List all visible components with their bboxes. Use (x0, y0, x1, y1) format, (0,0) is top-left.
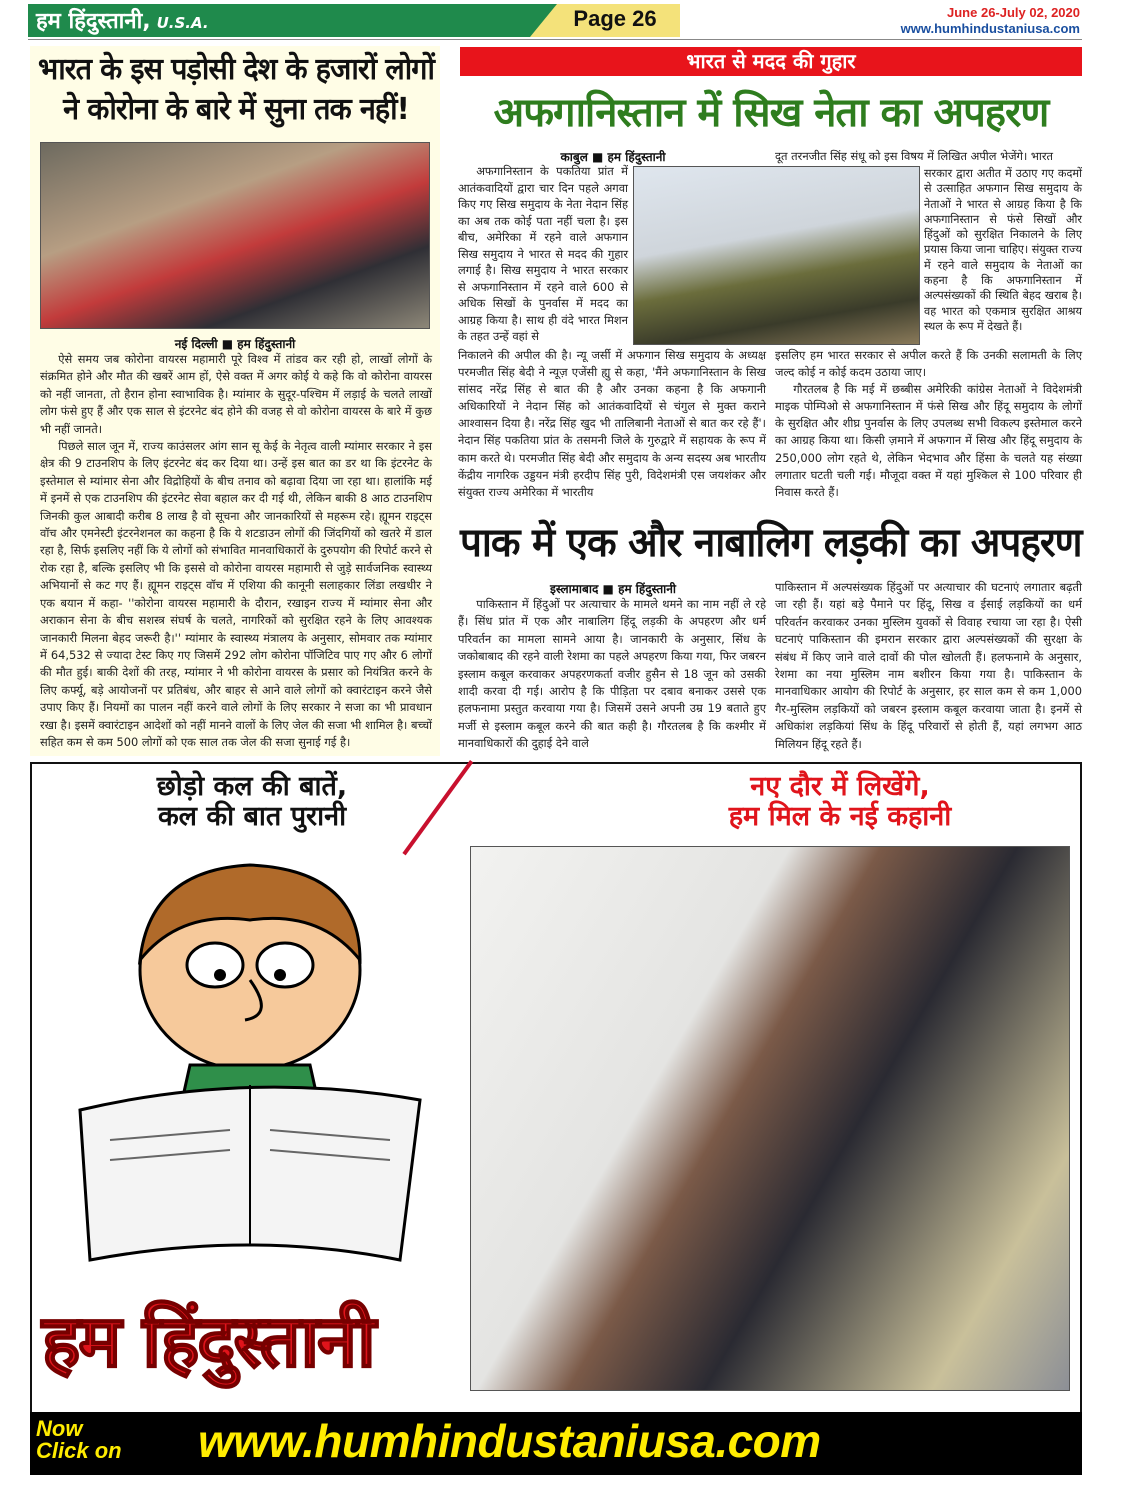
afghan-col1-bottom (458, 347, 766, 501)
pak-col1 (458, 596, 766, 753)
ad-slogan-right (620, 772, 1060, 832)
left-article-headline: भारत के इस पड़ोसी देश के हजारों लोगों ने कोरोना के बारे में सुना तक नहीं! (38, 52, 434, 127)
slogan-line: हम मिल के नई कहानी (728, 801, 952, 832)
paragraph: दूत तरनजीत सिंह संधू को इस विषय में लिखित अपील भेजेंगे। भारत (775, 149, 1053, 163)
slogan-line: छोड़ो कल की बातें, (156, 771, 348, 802)
issue-date: June 26-July 02, 2020 (947, 5, 1080, 20)
afghan-col2-topline (775, 148, 1082, 165)
paragraph: निकालने की अपील की है। न्यू जर्सी में अफगान सिख समुदाय के अध्यक्ष परमजीत सिंह बेदी ने न्यूज़ एजेंसी ह्यु से कहा, 'मैंने अफगानिस्तान के सिख सांसद नरेंद्र सिंह से बात की है और उनका कहना है कि अफगानी अधिकारियों ने नेदान सिंह को आतंकवादियों से चंगुल से मुक्त कराने आश्वासन दिया है। नरेंद्र सिंह खुद भी तालिबानी नेताओं से बात कर रहे हैं'। नेदान सिंह पकतिया प्रांत के तसमनी जिले के गुरुद्वारे में सहायक के रूप में काम करते थे। परमजीत सिंह बेदी और समुदाय के अन्य सदस्य अब भारतीय केंद्रीय नागरिक उड्डयन मंत्री हरदीप सिंह पुरी, विदेशमंत्री एस जयशंकर और संयुक्त राज्य अमेरिका में भारतीय (458, 348, 766, 499)
couple-reading-photo (470, 846, 1070, 1391)
newspaper-title (36, 5, 209, 35)
left-article-body (40, 351, 432, 751)
afghan-col2-side (924, 166, 1082, 334)
paragraph: गौरतलब है कि मई में छब्बीस अमेरिकी कांग्रेस नेताओं ने विदेशमंत्री माइक पोम्पिओ से अफगानिस्तान में फंसे सिख और हिंदू समुदाय के लोगों के सुरक्षित और शीघ्र पुनर्वास के लिए उपलब्ध सभी विकल्प इस्तेमाल करने का आग्रह किया था। किसी ज़माने में अफगान में सिख और हिंदू समुदाय के 250,000 लोग रहते थे, लेकिन भेदभाव और हिंसा के चलते यह संख्या लगातार घटती चली गई। मौजूदा वक्त में यहां मुश्किल से 100 परिवार ही निवास करते हैं। (775, 382, 1082, 499)
now-click-on-label (36, 1418, 122, 1462)
left-article-headline-box (38, 50, 434, 138)
kicker-banner: भारत से मदद की गुहार (460, 47, 1082, 76)
left-article-dateline: नई दिल्ली ■ हम हिंदुस्तानी (174, 337, 296, 351)
afghan-col1-top (458, 163, 628, 345)
paragraph: ऐसे समय जब कोरोना वायरस महामारी पूरे विश्व में तांडव कर रही हो, लाखों लोगों के संक्रमित होने और मौत की खबरें आम हों, ऐसे वक्त में अगर कोई ये कहे कि वो कोरोना वायरस को नहीं जानता, तो हैरान होना स्वाभाविक है। म्यांमार के सुदूर-पश्चिम में लड़ाई के चलते लाखों लोग फंसे हुए हैं और एक साल से इंटरनेट बंद होने की वजह से वो कोरोना वायरस के बारे में कुछ भी नहीं जानते। (40, 352, 432, 436)
ad-slogan-left (62, 772, 442, 832)
slogan-line: कल की बात पुरानी (157, 801, 347, 832)
paragraph: सरकार द्वारा अतीत में उठाए गए कदमों से उत्साहित अफगान सिख समुदाय के नेताओं ने भारत से आग्रह किया है कि अफगानिस्तान से फंसे सिखों और हिंदुओं को सुरक्षित निकालने के लिए प्रयास किया जाना चाहिए। संयुक्त राज्य में रहने वाले समुदाय के नेताओं का कहना है कि अफगानिस्तान में अल्पसंख्यकों की स्थिति बेहद खराब है। वह भारत को एकमात्र सुरक्षित आश्रय स्थल के रूप में देखते हैं। (924, 166, 1082, 333)
click-on-text: Click on (36, 1438, 122, 1463)
pak-article-dateline: इस्लामाबाद ■ हम हिंदुस्तानी (549, 582, 677, 596)
paragraph: इसलिए हम भारत सरकार से अपील करते हैं कि उनकी सलामती के लिए जल्द कोई न कोई कदम उठाया जाए। (775, 348, 1082, 380)
page-number: Page 26 (573, 6, 657, 31)
masked-people-photo (40, 142, 430, 329)
website-link[interactable]: www.humhindustaniusa.com (900, 21, 1080, 36)
paragraph: पाकिस्तान में अल्पसंख्यक हिंदुओं पर अत्याचार की घटनाएं लगातार बढ़ती जा रही हैं। यहां बड़े पैमाने पर हिंदू, सिख व ईसाई लड़कियों का धर्म परिवर्तन करवाकर उनका मुस्लिम युवकों से विवाह रचाया जा रहा है। ऐसी घटनाएं पाकिस्तान की इमरान सरकार द्वारा अल्पसंख्यकों की सुरक्षा के संबंध में किए जाने वाले दावों की पोल खोलती हैं। हलफनामे के अनुसार, रेशमा का नया मुस्लिम नाम बशीरन किया गया है। पाकिस्तान के मानवाधिकार आयोग की रिपोर्ट के अनुसार, हर साल कम से कम 1,000 गैर-मुस्लिम लड़कियों को जबरन इस्लाम कबूल करवाया जाता है। इनमें से अधिकांश लड़कियां सिंध के हिंदू परिवारों से होती हैं, यहां लगभग आठ मिलियन हिंदू रहते हैं। (775, 580, 1082, 751)
armed-men-photo (633, 166, 920, 345)
title-text: हम हिंदुस्तानी, (36, 9, 151, 34)
header-divider (28, 39, 1082, 40)
now-text: Now (36, 1416, 83, 1441)
paragraph: पाकिस्तान में हिंदुओं पर अत्याचार के मामले थमने का नाम नहीं ले रहे हैं। सिंध प्रांत में एक और नाबालिग हिंदू लड़की के अपहरण और धर्म परिवर्तन का मामला सामने आया है। जानकारी के अनुसार, सिंध के जकोबाबाद की रहने वाली रेशमा का पहले अपहरण किया गया, फिर जबरन इस्लाम कबूल करवाकर अपहरणकर्ता वजीर हुसैन से 18 जून को उसकी शादी करवा दी गई। आरोप है कि पीड़िता पर दबाव बनाकर उससे एक हलफनामा प्रस्तुत करवाया गया है। जिसमें उसने अपनी उम्र 19 बताते हुए मर्जी से इस्लाम कबूल करने की बात कही है। गौरतलब है कि कश्मीर में मानवाधिकारों की दुहाई देने वाले (458, 597, 766, 751)
title-suffix: U.S.A. (156, 14, 209, 32)
afghan-article-dateline: काबुल ■ हम हिंदुस्तानी (560, 150, 666, 164)
footer-website-link[interactable]: www.humhindustaniusa.com (198, 1415, 821, 1467)
afghan-article-headline: अफगानिस्तान में सिख नेता का अपहरण (493, 90, 1049, 136)
cartoon-man-reading-newspaper-icon (60, 850, 440, 1270)
pak-col2 (775, 579, 1082, 753)
ad-brand-logo: हम हिंदुस्तानी (42, 1299, 374, 1383)
paragraph: अफगानिस्तान के पकतिया प्रांत में आतंकवादियों द्वारा चार दिन पहले अगवा किए गए सिख समुदाय के नेता नेदान सिंह का अब तक कोई पता नहीं चला है। इस बीच, अमेरिका में रहने वाले अफगान सिख समुदाय ने भारत से मदद की गुहार लगाई है। सिख समुदाय ने भारत सरकार से अफगानिस्तान में रहने वाले 600 से अधिक सिखों के पुनर्वास में मदद का आग्रह किया है। साथ ही वंदे भारत मिशन के तहत उन्हें वहां से (458, 164, 628, 343)
slogan-line: नए दौर में लिखेंगे, (750, 771, 930, 802)
pak-article-headline: पाक में एक और नाबालिग लड़की का अपहरण (460, 520, 1082, 566)
paragraph: पिछले साल जून में, राज्य काउंसलर आंग सान सू केई के नेतृत्व वाली म्यांमार सरकार ने इस क्षेत्र की 9 टाउनशिप के लिए इंटरनेट बंद कर दिया था। उन्हें इस बात का डर था कि इंटरनेट के इस्तेमाल से म्यांमार सेना और विद्रोहियों के बीच तनाव को बढ़ावा दिया जा रहा था। हालांकि मई में इनमें से एक टाउनशिप की इंटरनेट सेवा बहाल कर दी गई थी, लेकिन बाकी 8 आठ टाउनशिप जिनकी कुल आबादी करीब 8 लाख है वो सूचना और जानकारियों से महरूम रहे। ह्यूमन राइट्स वॉच और एमनेस्टी इंटरनेशनल का कहना है कि ये शटडाउन लोगों की जिंदगियों को खतरे में डाल रहा है, सिर्फ इसलिए नहीं कि ये लोगों को संभावित मानवाधिकारों के दुरुपयोग की रिपोर्ट करने से रोक रहा है, बल्कि इसलिए भी कि इससे वो कोरोना वायरस महामारी से जुड़े सार्वजनिक स्वास्थ्य अभियानों से कट गए हैं। ह्यूमन राइट्स वॉच में एशिया की कानूनी सलाहकार लिंडा लखधीर ने एक बयान में कहा- ''कोरोना वायरस महामारी के दौरान, रखाइन राज्य में म्यांमार सेना और अराकान सेना के बीच सशस्त्र संघर्ष के चलते, नागरिकों को सुरक्षित रहने के लिए आवश्यक जानकारी मिलना बेहद जरूरी है।'' म्यांमार के स्वास्थ्य मंत्रालय के अनुसार, सोमवार तक म्यांमार में 64,532 से ज्यादा टेस्ट किए गए जिसमें 292 लोग कोरोना पॉजिटिव पाए गए और 6 लोगों की मौत हुई। बाकी देशों की तरह, म्यांमार ने भी कोरोना वायरस के प्रसार को नियंत्रित करने के लिए कर्फ्यू, बड़े आयोजनों पर प्रतिबंध, और बाहर से आने वाले लोगों को क्वारंटाइन करने जैसे उपाए किए हैं। नियमों का पालन नहीं करने वाले लोगों के लिए सरकार ने सजा का भी प्रावधान रखा है। इसमें क्वारंटाइन आदेशों को नहीं मानने वालों के लिए जेल की सजा भी शामिल है। बच्चों सहित कम से कम 500 लोगों को एक साल तक जेल की सजा सुनाई गई है। (40, 439, 432, 749)
afghan-col2-bottom (775, 347, 1082, 501)
